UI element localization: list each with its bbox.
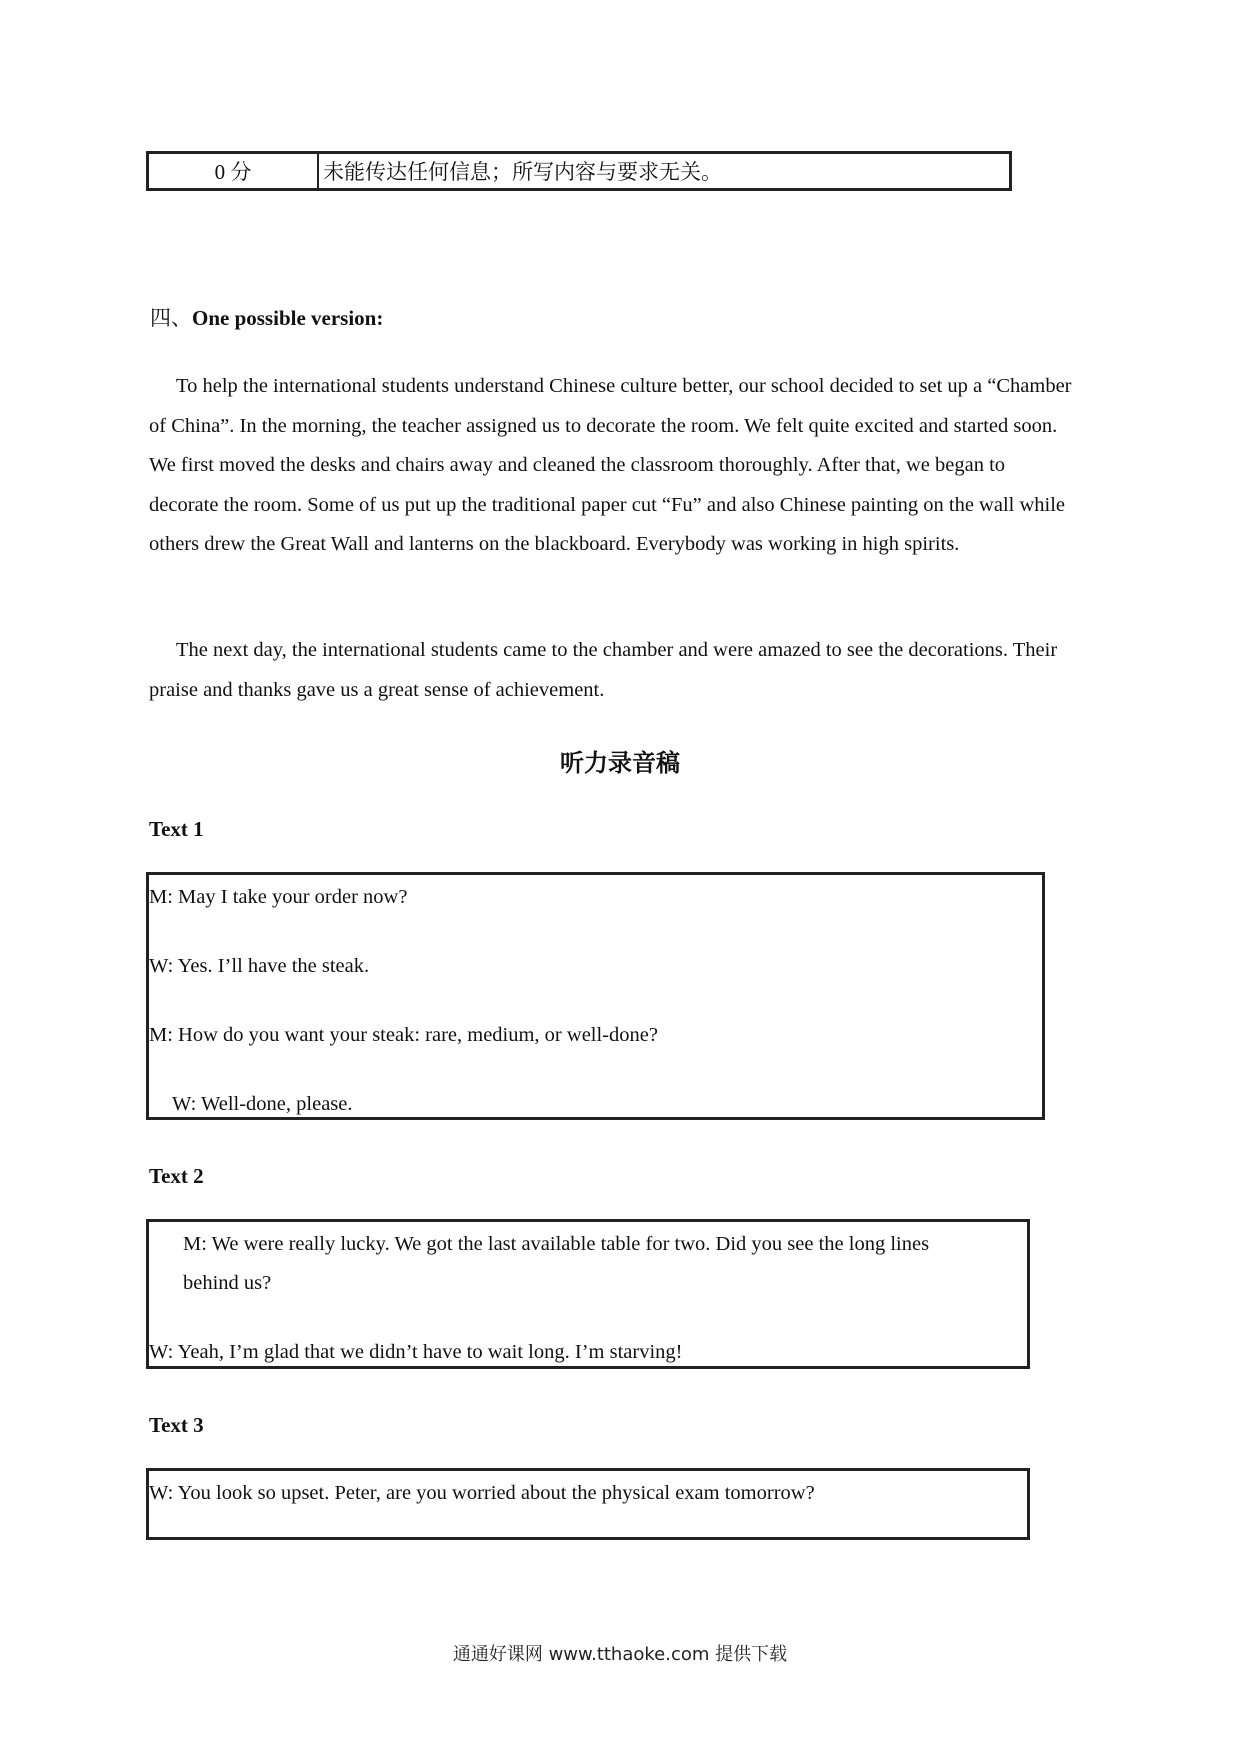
- dialogue-line: W: Yes. I’ll have the steak.: [149, 955, 370, 977]
- essay-paragraph-1: [149, 367, 1079, 565]
- score-table-row: [146, 151, 1012, 191]
- text-1-label: Text 1: [149, 817, 204, 841]
- dialogue-line: M: May I take your order now?: [149, 886, 408, 908]
- section-number: 四、: [150, 306, 192, 330]
- essay-text: The next day, the international students came to the chamber and were amazed to see the decorations. Their praise and thanks gave us a great sense of achievement.: [149, 639, 1058, 701]
- transcript-title: 听力录音稿: [560, 749, 680, 777]
- page-footer: 通通好课网 www.tthaoke.com 提供下载: [452, 1644, 788, 1665]
- dialogue-line: M: How do you want your steak: rare, medium, or well-done?: [149, 1024, 658, 1046]
- essay-paragraph-2: [149, 631, 1079, 710]
- text-1-box: [146, 872, 1045, 1120]
- text-2-box: [146, 1219, 1030, 1369]
- dialogue-line: M: We were really lucky. We got the last available table for two. Did you see the long lines: [183, 1233, 930, 1255]
- dialogue-line: behind us?: [183, 1272, 272, 1294]
- section-title: One possible version:: [192, 306, 384, 330]
- dialogue-line: W: Well-done, please.: [172, 1093, 353, 1115]
- essay-text: To help the international students understand Chinese culture better, our school decided to set up a “Chamber of China”. In the morning, the teacher assigned us to decorate the room. We felt quite excited and started soon. We first moved the desks and chairs away and cleaned the classroom thoroughly. After that, we began to decorate the room. Some of us put up the traditional paper cut “Fu” and also Chinese painting on the wall while others drew the Great Wall and lanterns on the blackboard. Everybody was working in high spirits.: [149, 375, 1072, 555]
- score-description-cell: 未能传达任何信息；所写内容与要求无关。: [323, 160, 722, 184]
- text-3-label: Text 3: [149, 1413, 204, 1437]
- text-3-box: [146, 1468, 1030, 1540]
- dialogue-line: W: You look so upset. Peter, are you worried about the physical exam tomorrow?: [149, 1482, 815, 1504]
- text-2-label: Text 2: [149, 1164, 204, 1188]
- score-cell: 0 分: [149, 154, 319, 188]
- dialogue-line: W: Yeah, I’m glad that we didn’t have to wait long. I’m starving!: [149, 1341, 683, 1363]
- section-heading: [150, 302, 383, 332]
